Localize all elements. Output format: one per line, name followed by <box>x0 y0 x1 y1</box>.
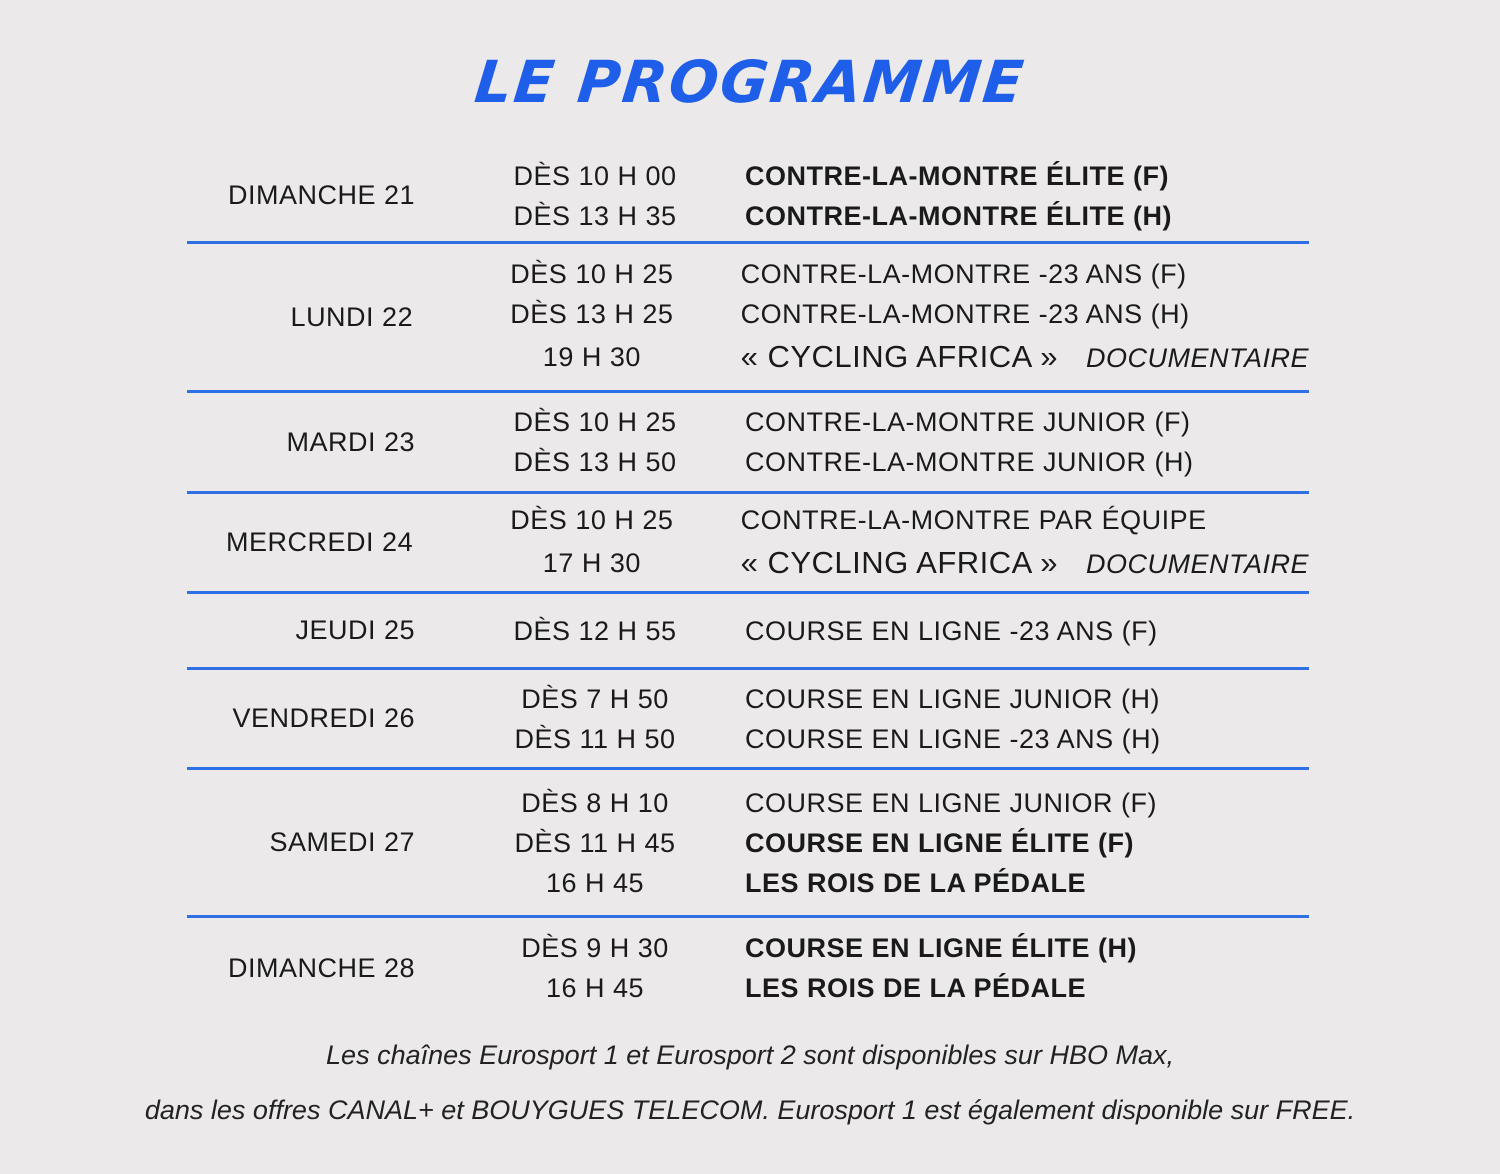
day-label: DIMANCHE 28 <box>227 952 415 983</box>
event-title: CONTRE-LA-MONTRE -23 ANS (H) <box>740 299 1190 329</box>
event-item <box>745 968 1309 1008</box>
time-slot: DÈS 8 H 10 <box>521 787 669 818</box>
schedule-table <box>187 150 1309 1018</box>
day-label: SAMEDI 27 <box>269 827 415 857</box>
day-label: LUNDI 22 <box>290 301 414 332</box>
event-title: COURSE EN LIGNE -23 ANS (H) <box>745 723 1161 754</box>
event-title: LES ROIS DE LA PÉDALE <box>745 973 1087 1003</box>
event-item <box>741 540 1309 586</box>
time-slot: DÈS 10 H 25 <box>513 407 677 437</box>
day-label: JEUDI 25 <box>295 615 415 645</box>
times-column <box>445 783 745 903</box>
event-title: CONTRE-LA-MONTRE JUNIOR (H) <box>745 447 1194 477</box>
time-slot: DÈS 13 H 25 <box>510 299 674 329</box>
schedule-row <box>187 244 1309 393</box>
event-item <box>741 294 1309 334</box>
event-title: COURSE EN LIGNE JUNIOR (F) <box>745 787 1158 818</box>
event-title: CONTRE-LA-MONTRE ÉLITE (F) <box>745 160 1169 191</box>
events-column <box>745 783 1309 903</box>
time-slot: DÈS 10 H 25 <box>510 504 674 535</box>
event-title: COURSE EN LIGNE ÉLITE (H) <box>745 933 1138 963</box>
schedule-row <box>187 770 1309 918</box>
event-title: « CYCLING AFRICA » <box>740 339 1058 374</box>
day-label: MERCREDI 24 <box>226 527 414 557</box>
event-note: DOCUMENTAIRE <box>1085 343 1309 373</box>
time-slot: 17 H 30 <box>542 547 641 578</box>
day-label: VENDREDI 26 <box>232 703 415 733</box>
time-slot: DÈS 13 H 35 <box>513 200 677 231</box>
time-slot: 19 H 30 <box>542 342 641 372</box>
events-column <box>741 500 1309 586</box>
event-title: CONTRE-LA-MONTRE ÉLITE (H) <box>745 200 1172 231</box>
schedule-row <box>187 494 1309 594</box>
time-slot: DÈS 12 H 55 <box>513 615 677 646</box>
event-title: LES ROIS DE LA PÉDALE <box>745 867 1087 898</box>
times-column <box>445 402 745 482</box>
event-item <box>745 196 1309 236</box>
event-item <box>745 823 1309 863</box>
event-title: COURSE EN LIGNE ÉLITE (F) <box>745 827 1135 858</box>
time-slot: DÈS 13 H 50 <box>513 447 677 477</box>
event-item <box>745 719 1309 759</box>
events-column <box>745 402 1309 482</box>
event-item <box>745 156 1309 196</box>
event-item <box>741 500 1309 540</box>
events-column <box>745 679 1309 759</box>
events-column <box>741 254 1309 380</box>
schedule-row <box>187 594 1309 670</box>
page-title: LE PROGRAMME <box>471 48 1029 116</box>
footer-line-2: dans les offres CANAL+ et BOUYGUES TELECOM. Eurosport 1 est également disponible sur FREE. <box>144 1095 1356 1125</box>
time-slot: 16 H 45 <box>545 867 645 898</box>
times-column <box>445 156 745 236</box>
day-label: DIMANCHE 21 <box>227 180 415 210</box>
event-item <box>745 863 1309 903</box>
event-title: « CYCLING AFRICA » <box>740 544 1058 580</box>
footer-line-1: Les chaînes Eurosport 1 et Eurosport 2 sont disponibles sur HBO Max, <box>326 1040 1174 1070</box>
schedule-row <box>187 670 1309 770</box>
events-column <box>745 611 1309 651</box>
events-column <box>745 928 1309 1008</box>
times-column <box>443 500 741 586</box>
schedule-row <box>187 393 1309 494</box>
event-item <box>741 254 1309 294</box>
event-title: CONTRE-LA-MONTRE JUNIOR (F) <box>745 407 1191 437</box>
event-item <box>745 611 1309 651</box>
schedule-row <box>187 918 1309 1018</box>
times-column <box>445 611 745 651</box>
event-title: CONTRE-LA-MONTRE -23 ANS (F) <box>740 259 1187 289</box>
events-column <box>745 156 1309 236</box>
event-title: COURSE EN LIGNE -23 ANS (F) <box>745 615 1158 646</box>
event-title: COURSE EN LIGNE JUNIOR (H) <box>745 683 1161 714</box>
event-item <box>745 928 1309 968</box>
event-note: DOCUMENTAIRE <box>1085 548 1309 579</box>
time-slot: DÈS 11 H 50 <box>514 723 676 754</box>
times-column <box>445 928 745 1008</box>
event-item <box>745 402 1309 442</box>
event-title: CONTRE-LA-MONTRE PAR ÉQUIPE <box>740 504 1207 535</box>
schedule-row <box>187 150 1309 244</box>
times-column <box>443 254 741 380</box>
day-label: MARDI 23 <box>286 426 415 457</box>
time-slot: DÈS 9 H 30 <box>521 933 669 963</box>
time-slot: DÈS 10 H 00 <box>513 160 677 191</box>
event-item <box>745 679 1309 719</box>
event-item <box>741 334 1309 380</box>
event-item <box>745 783 1309 823</box>
time-slot: DÈS 11 H 45 <box>514 827 676 858</box>
time-slot: 16 H 45 <box>545 973 645 1003</box>
event-item <box>745 442 1309 482</box>
time-slot: DÈS 7 H 50 <box>521 683 669 714</box>
times-column <box>445 679 745 759</box>
time-slot: DÈS 10 H 25 <box>510 259 674 289</box>
